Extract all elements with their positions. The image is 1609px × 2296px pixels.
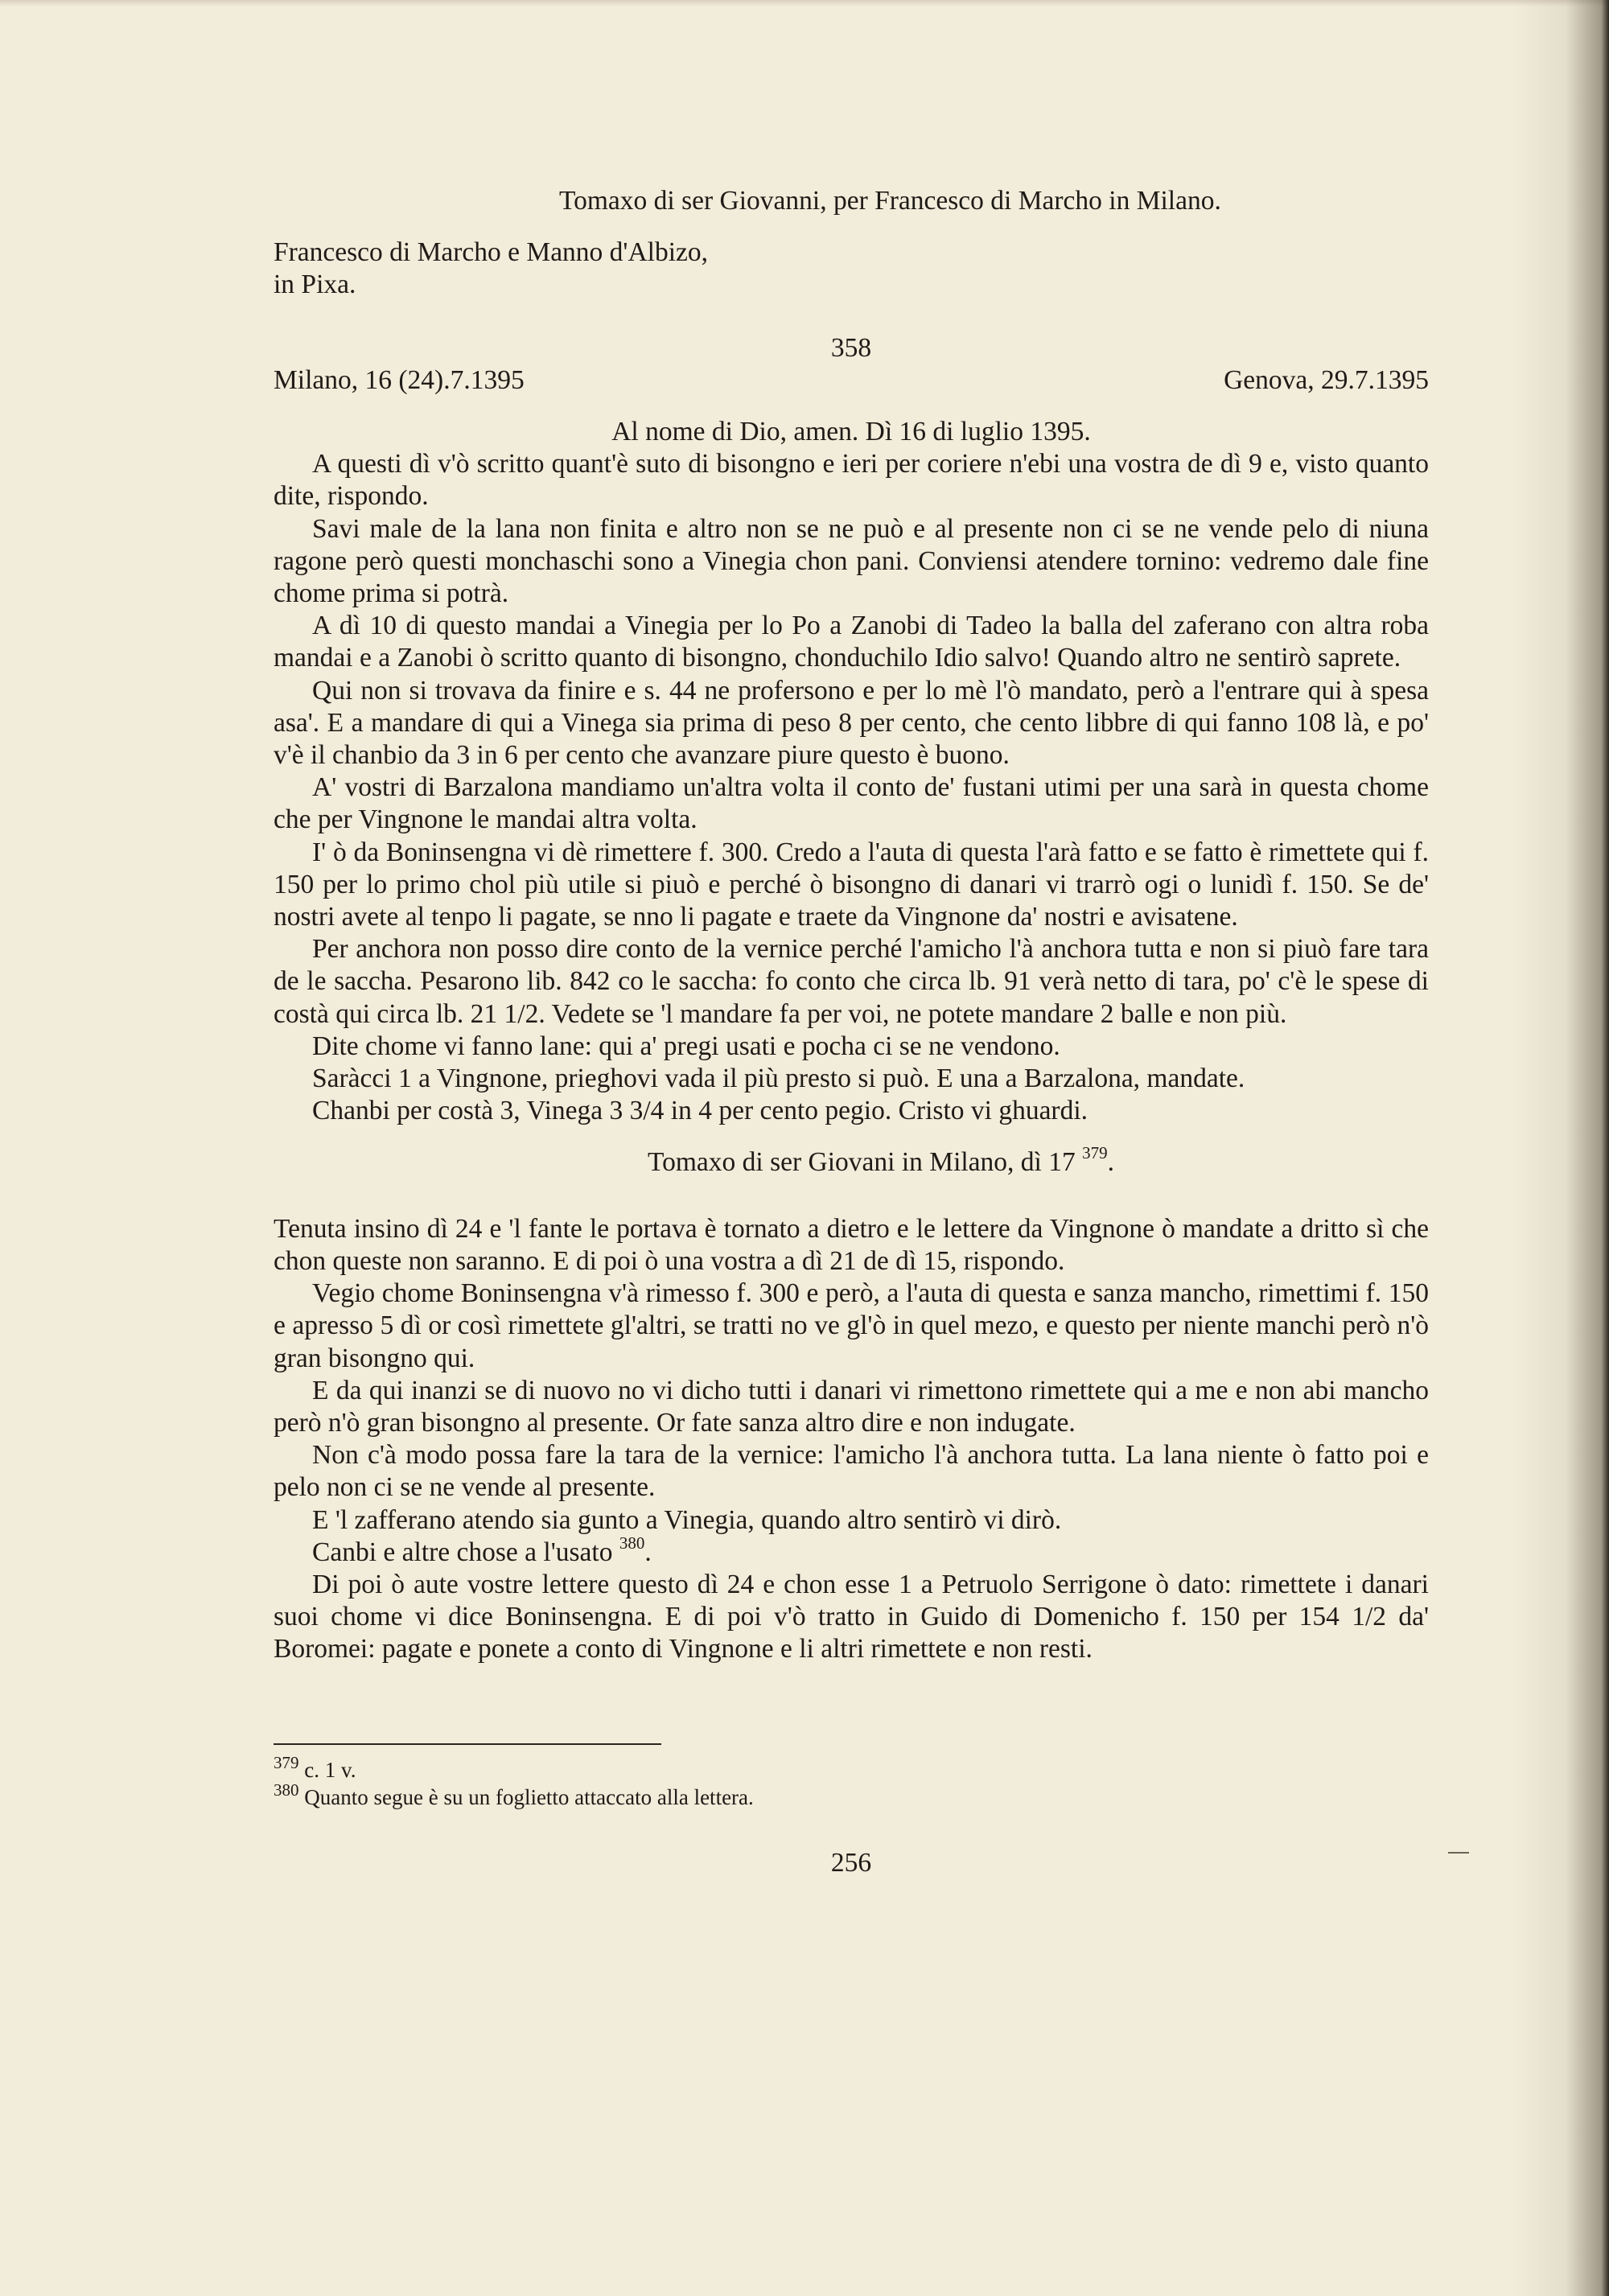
- address-line-2: in Pixa.: [274, 270, 356, 300]
- letter-paragraph-3: A dì 10 di questo mandai a Vinegia per lo Po a Zanobi di Tadeo la balla del zaferano con altra roba mandai e a Zanobi ò scritto quanto di bisongno, chonduchilo Idio salvo! Quando altro ne sentirò saprete.: [274, 611, 1429, 673]
- letter-paragraph-9: Saràcci 1 a Vingnone, prieghovi vada il più presto si può. E una a Barzalona, mandate.: [312, 1064, 1245, 1094]
- letter-paragraph-8: Dite chome vi fanno lane: qui a' pregi usati e pocha ci se ne vendono.: [312, 1031, 1060, 1061]
- closing-signature: Tomaxo di ser Giovani in Milano, dì 17 $^{379}$.: [648, 1143, 1114, 1178]
- letter-number: 358: [830, 332, 872, 363]
- postscript-paragraph-4: Non c'à modo possa fare la tara de la vernice: l'amicho l'à anchora tutta. La lana niente ò fatto poi e pelo non ci se ne vende al presente.: [274, 1440, 1429, 1503]
- usato-line: Canbi e altre chose a l'usato $^{380}$.: [312, 1533, 652, 1567]
- document-page: [274, 185, 1429, 1878]
- postscript-paragraph-1: Tenuta insino dì 24 e 'l fante le portava è tornato a dietro e le lettere da Vingnone ò mandate a dritto sì che chon queste non saranno. E di poi ò una vostra a dì 21 de dì 15, rispondo.: [274, 1213, 1429, 1276]
- letter-paragraph-2: Savi male de la lana non finita e altro non se ne può e al presente non ci se ne vende pelo di niuna ragone però questi monchaschi sono a Vinegia chon pani. Conviensi atendere tornino: vedremo dale fine chome prima si potrà.: [274, 513, 1429, 609]
- page-binding-shadow: [1512, 0, 1609, 2296]
- postscript-paragraph-5: E 'l zafferano atendo sia gunto a Vinegia, quando altro sentirò vi dirò.: [312, 1504, 1062, 1535]
- letter-paragraph-7: Per anchora non posso dire conto de la vernice perché l'amicho l'à anchora tutta e non si piuò fare tara de le saccha. Pesarono lib. 842 co le saccha: fo conto che circa lb. 91 verà netto di tara, po' c'è le spese di costà qui circa lb. 21 1/2. Vedete se 'l mandare fa per voi, ne potete mandare 2 balle e non più.: [274, 934, 1429, 1029]
- salutation: Al nome di Dio, amen. Dì 16 di luglio 1395.: [611, 417, 1091, 447]
- margin-dash: [1448, 1852, 1469, 1854]
- postscript-paragraph-3: E da qui inanzi se di nuovo no vi dicho tutti i danari vi rimettono rimettete qui a me e non abi mancho però n'ò gran bisongno al presente. Or fate sanza altro dire e non indugate.: [274, 1375, 1429, 1438]
- page-number: 256: [830, 1847, 872, 1878]
- origin-date: Milano, 16 (24).7.1395: [274, 364, 525, 395]
- letter-paragraph-10: Chanbi per costà 3, Vinega 3 3/4 in 4 per cento pegio. Cristo vi ghuardi.: [312, 1096, 1088, 1126]
- address-line-1: Francesco di Marcho e Manno d'Albizo,: [274, 237, 709, 268]
- letter-paragraph-1: A questi dì v'ò scritto quant'è suto di bisongno e ieri per coriere n'ebi una vostra de dì 9 e, visto quanto dite, rispondo.: [274, 449, 1429, 512]
- letter-dates-row: [274, 364, 1429, 397]
- footnote-ref-379: 379: [1082, 1143, 1108, 1163]
- page-top-edge: [0, 0, 1609, 6]
- footnote-379: $^{379}$ c. 1 v.: [274, 1752, 356, 1782]
- final-paragraph: Di poi ò aute vostre lettere questo dì 24 e chon esse 1 a Petruolo Serrigone ò dato: rimettete i danari suoi chome vi dice Boninsengna. E di poi v'ò tratto in Guido di Domenicho f. 150 per 154 1/2 da' Boromei: pagate e ponete a conto di Vingnone e li altri rimettete e non resti.: [274, 1569, 1429, 1664]
- footnote-380: $^{380}$ Quanto segue è su un foglietto attaccato alla lettera.: [274, 1780, 754, 1809]
- received-date: Genova, 29.7.1395: [1224, 364, 1429, 395]
- letter-paragraph-5: A' vostri di Barzalona mandiamo un'altra volta il conto de' fustani utimi per una sarà in questa chome che per Vingnone le mandai altra volta.: [274, 772, 1429, 835]
- letter-paragraph-4: Qui non si trovava da finire e s. 44 ne profersono e per lo mè l'ò mandato, però a l'entrare qui à spesa asa'. E a mandare di qui a Vinega sia prima di peso 8 per cento, che cento libbre di qui fanno 108 là, e po' v'è il chanbio da 3 in 6 per cento che avanzare piure questo è buono.: [274, 675, 1429, 771]
- postscript-paragraph-2: Vegio chome Boninsengna v'à rimesso f. 300 e però, a l'auta di questa e sanza mancho, rimettimi f. 150 e apresso 5 dì or così rimettete gl'altri, se tratti no ve gl'ò in quel mezo, e questo per niente manchi però n'ò gran bisongno qui.: [274, 1278, 1429, 1373]
- previous-letter-signature: Tomaxo di ser Giovanni, per Francesco di Marcho in Milano.: [559, 186, 1221, 216]
- footnote-ref-380: 380: [619, 1533, 645, 1553]
- letter-paragraph-6: I' ò da Boninsengna vi dè rimettere f. 300. Credo a l'auta di questa l'arà fatto e se fatto è rimettete qui f. 150 per lo primo chol più utile si piuò e perché ò bisongno di danari vi trarrò ogi o lunidì f. 150. Se de' nostri avete al tenpo li pagate, se nno li pagate e traete da Vingnone da' nostri e avisatene.: [274, 837, 1429, 932]
